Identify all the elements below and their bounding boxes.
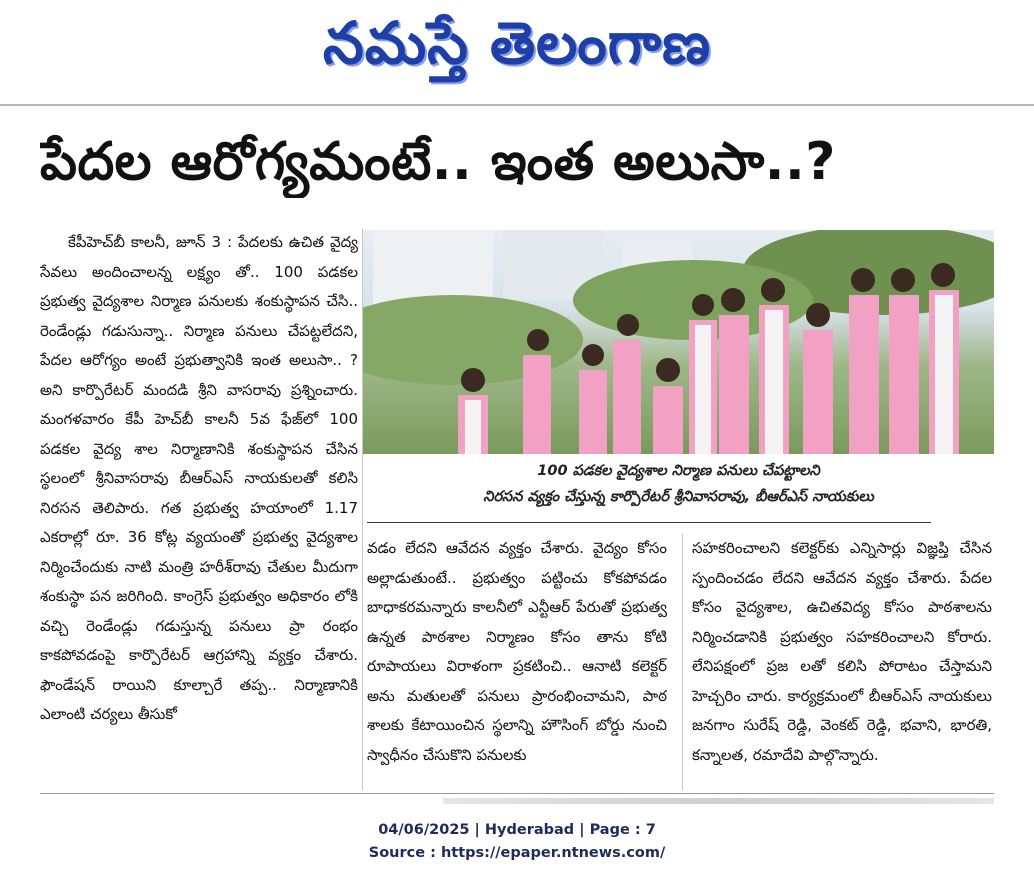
- photo-caption: [363, 458, 994, 510]
- article-bottom-rule: [40, 793, 994, 794]
- source-link[interactable]: Source : https://epaper.ntnews.com/: [368, 845, 666, 861]
- caption-line-1: 100 పడకల వైద్యశాల నిర్మాణ పనులు చేపట్టాలని: [537, 463, 820, 479]
- protest-photo-illustration: [363, 230, 994, 454]
- edition-info: 04/06/2025 | Hyderabad | Page : 7: [378, 822, 656, 838]
- next-article-photo-strip: [443, 798, 994, 804]
- newspaper-logo: నమస్తే తెలంగాణ: [323, 9, 711, 77]
- article-photo: [363, 230, 994, 454]
- column-divider-1: [362, 228, 363, 790]
- caption-divider: [367, 522, 931, 523]
- article-column-2: [367, 534, 667, 790]
- caption-line-2: నిరసన వ్యక్తం చేస్తున్న కార్పొరేటర్‌ శ్రీనివాసరావు, బీఆర్‌ఎస్‌ నాయకులు: [483, 489, 874, 505]
- article-column-1: [40, 228, 358, 788]
- column-1-text: కేపీహెచ్‌బీ కాలనీ, జూన్‌ 3 : పేదలకు ఉచిత వైద్య సేవలు అందించాలన్న లక్ష్యం తో.. 100 పడకల ప్రభుత్వ వైద్యశాల నిర్మాణ పనులకు శంకుస్థాపన చేసి.. రెండేండ్లు గడుసున్నా.. నిర్మాణ పనులు చేపట్టలేదని, పేదల ఆరోగ్యం అంటే ప్రభుత్వానికి ఇంత అలుసా.. ? అని కార్పొరేటర్‌ మందడి శ్రీని వాసరావు ప్రశ్నించారు. మంగళవారం కేపీ హెచ్‌బీ కాలనీ 5వ ఫేజ్‌లో 100 పడకల వైద్య శాల నిర్మాణానికి శంకుస్థాపన చేసిన స్థలంలో శ్రీనివాసరావు బీఆర్‌ఎస్‌ నాయకులతో కలిసి నిరసన తెలిపారు. గత ప్రభుత్వ హయాంలో 1.17 ఎకరాల్లో రూ. 36 కోట్ల వ్యయంతో ప్రభుత్వ వైద్యశాల నిర్మించేందుకు నాటి మంత్రి హరీశ్‌రావు చేతుల మీదుగా శంకుస్థా పన జరిగింది. కాంగ్రెస్‌ ప్రభుత్వం అధికారం లోకి వచ్చి రెండేండ్లు గడుస్తున్న పనులు ప్రా రంభం కాకపోవడంపై కార్పొరేటర్‌ ఆగ్రహాన్ని వ్యక్తం చేశారు. ఫౌండేషన్‌ రాయిని కూల్చారే తప్ప.. నిర్మాణానికి ఎలాంటి చర్యలు తీసుకో: [40, 233, 358, 723]
- article-headline: పేదల ఆరోగ్యమంటే.. ఇంత అలుసా..?: [40, 132, 836, 192]
- masthead: [0, 0, 1034, 100]
- article-column-3: [692, 534, 992, 790]
- masthead-divider: [0, 104, 1034, 106]
- column-2-text: వడం లేదని ఆవేదన వ్యక్తం చేశారు. వైద్యం కోసం అల్లాడుతుంటే.. ప్రభుత్వం పట్టించు కోకపోవడం బాధాకరమన్నారు కాలనీలో ఎన్టీఆర్‌ పేరుతో ప్రభుత్వ ఉన్నత పాఠశాల నిర్మాణం కోసం తాను కోటి రూపాయలు విరాళంగా ప్రకటించి.. ఆనాటి కలెక్టర్‌ అను మతులతో పనులు ప్రారంభించామని, పాఠ శాలకు కేటాయించిన స్థలాన్ని హౌసింగ్‌ బోర్డు నుంచి స్వాధీనం చేసుకొని పనులకు: [367, 539, 667, 764]
- column-3-text: సహకరించాలని కలెక్టర్‌కు ఎన్నిసార్లు విజ్ఞప్తి చేసిన స్పందించడం లేదని ఆవేదన వ్యక్తం చేశారు. పేదల కోసం వైద్యశాల, ఉచితవిద్య కోసం పాఠశాలను నిర్మించడానికి ప్రభుత్వం సహకరించాలని కోరారు. లేనిపక్షంలో ప్రజ లతో కలిసి పోరాటం చేస్తామని హెచ్చరిం చారు. కార్యక్రమంలో బీఆర్‌ఎస్‌ నాయకులు జనగాం సురేష్‌ రెడ్డి, వెంకట్‌ రెడ్డి, భవాని, భారతి, కన్నాలత, రమాదేవి పాల్గొన్నారు.: [692, 539, 992, 764]
- column-divider-2: [682, 534, 683, 790]
